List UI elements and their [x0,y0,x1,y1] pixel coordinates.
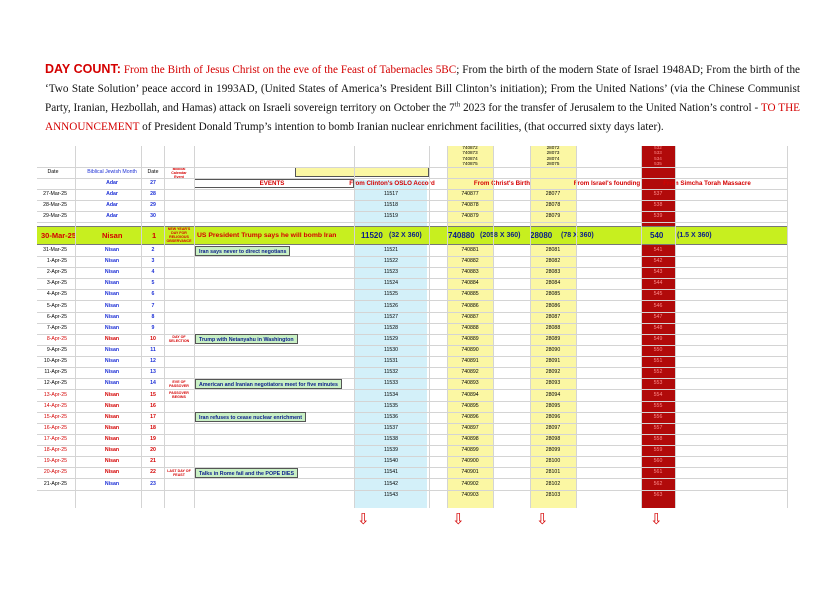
row-month: Nisan [104,291,120,298]
row-christ: 740883 [461,269,479,276]
column-gridline [576,146,577,508]
row-month: Nisan [104,258,120,265]
row-month: Nisan [104,280,120,287]
row-christ: 740901 [461,469,479,476]
row-christ: 740878 [461,202,479,209]
row-oslo: 11531 [383,358,399,365]
row-christ: 740893 [461,380,479,387]
row-day: 3 [151,258,155,265]
row-israel: 28090 [545,347,561,354]
row-month: Nisan [104,402,120,409]
row-christ: 740892 [461,369,479,376]
row-christ: 740890 [461,347,479,354]
row-month: Nisan [104,335,120,342]
column-gridline [530,146,531,508]
row-oslo: 11535 [383,402,399,409]
row-day: 8 [151,313,155,320]
row-israel: 28077 [545,191,561,197]
row-christ: 740887 [461,313,479,320]
row-simcha: 557 [653,424,663,431]
row-israel: 28086 [545,302,561,309]
row-simcha: 563 [653,491,663,498]
top-israel-cell: 28072 [546,144,560,150]
row-month: Nisan [104,324,120,331]
highlight-simcha: 540 [650,231,664,240]
row-date: 15-Apr-25 [43,413,67,420]
row-simcha: 558 [653,436,663,443]
row-day: 5 [151,280,155,287]
row-month: Nisan [104,369,120,376]
row-month: Nisan [104,380,120,387]
row-date: 13-Apr-25 [43,391,67,398]
row-month: Adar [106,191,118,197]
top-israel-cell: 28073 [546,150,560,155]
row-day: 22 [150,469,156,476]
column-gridline [675,146,676,508]
row-oslo: 11543 [383,491,399,498]
row-israel: 28085 [545,291,561,298]
row-date: 27-Mar-25 [43,191,67,197]
row-month: Nisan [104,269,120,276]
row-simcha: 547 [653,313,663,320]
spreadsheet [37,146,787,508]
down-arrow-icon: ⇩ [536,511,549,528]
row-christ: 740903 [461,491,479,498]
row-simcha: 537 [653,191,663,197]
row-day: 28 [150,191,156,197]
intro-paragraph [45,60,800,137]
row-oslo: 11540 [383,458,399,465]
row-date: 4-Apr-25 [46,291,67,298]
row-simcha: 549 [653,335,663,342]
row-day: 23 [150,480,156,487]
header-oslo: From Clinton's OSLO Accord [349,180,435,187]
intro-red-1: From the Birth of Jesus Christ on the eve of the Feast of Tabernacles 5BC [120,64,457,76]
row-oslo: 11534 [383,391,399,398]
row-day: 4 [151,269,155,276]
row-simcha: 541 [653,247,663,253]
column-gridline [787,146,788,508]
row-christ: 740897 [461,424,479,431]
row-israel: 28098 [545,436,561,443]
row-christ: 740902 [461,480,479,487]
row-oslo: 11541 [383,469,399,476]
highlight-date: 30-Mar-25 [41,231,77,240]
highlight-israel-multiple: (78 X 360) [561,232,594,239]
row-month: Nisan [104,413,120,420]
row-month: Nisan [104,247,120,253]
row-simcha: 562 [653,480,663,487]
header-israel: From Israel's founding [573,180,641,187]
event-label: Trump with Netanyahu in Washington [195,334,298,344]
row-oslo: 11526 [383,302,399,309]
row-oslo: 11527 [383,313,399,320]
row-day: 16 [150,402,156,409]
row-day: 18 [150,424,156,431]
row-israel: 28103 [545,491,561,498]
row-oslo: 11519 [383,213,399,220]
calendar-note: PASSOVER BEGINS [169,391,189,400]
top-christ-cell: 740873 [462,150,478,155]
highlight-day: 1 [152,231,157,240]
row-oslo: 11536 [383,413,399,420]
intro-text-1: ; From the birth of the modern State of Israel 1948AD; From the birth of the ‘Two State Solution’ peace accord in 1993AD, (United States of America’s President Bill Clinton’s initiation); From the United Nations’ (via the Chinese Communist Party, Iranian, Hezbollah, and Hamas) attack on Israeli sovereign territory on October the 7 [45,64,800,114]
row-simcha: 559 [653,447,663,454]
highlight-oslo: 11520 [361,231,383,240]
row-simcha: 560 [653,458,663,465]
row-day: 20 [150,447,156,454]
row-month: Nisan [104,391,120,398]
row-date: 3-Apr-25 [46,280,67,287]
row-israel: 28078 [545,202,561,209]
row-day: 13 [150,369,156,376]
row-simcha: 538 [653,202,663,209]
row-day: 19 [150,436,156,443]
row-christ: 740889 [461,335,479,342]
row-month: Adar [106,213,118,220]
top-christ-cell: 740875 [462,161,478,166]
row-christ: 740900 [461,458,479,465]
row-simcha: 551 [653,358,663,365]
row-month: Nisan [104,436,120,443]
highlight-oslo-multiple: (32 X 360) [389,232,422,239]
row-date: 6-Apr-25 [46,313,67,320]
header-simcha: From Simcha Torah Massacre [663,180,751,187]
row-christ: 740898 [461,436,479,443]
row-date: 11-Apr-25 [44,369,67,376]
top-simcha-cell: 533 [654,150,662,155]
row-oslo: 11522 [383,258,399,265]
calendar-note: DAY OF SELECTION [168,335,190,344]
column-gridline [354,146,355,508]
row-israel: 28088 [545,324,561,331]
row-day: 7 [151,302,155,309]
column-gridline [641,146,642,508]
row-month: Nisan [104,469,120,476]
row-christ: 740896 [461,413,479,420]
down-arrow-icon: ⇩ [452,511,465,528]
row-month: Adar [106,202,118,209]
row-date: 8-Apr-25 [46,335,67,342]
row-day: 12 [150,358,156,365]
adar-day: 27 [150,180,156,186]
counts-header-box [295,167,429,177]
row-day: 17 [150,413,156,420]
row-oslo: 11517 [383,191,399,197]
top-simcha-cell: 532 [654,144,662,150]
row-month: Nisan [104,480,120,487]
row-oslo: 11525 [383,291,399,298]
row-simcha: 556 [653,413,663,420]
row-month: Nisan [104,302,120,309]
row-date: 16-Apr-25 [43,424,67,431]
row-simcha: 553 [653,380,663,387]
row-simcha: 543 [653,269,663,276]
header-calendar-event: Biblical Calendar Event [171,167,187,179]
row-month: Nisan [104,358,120,365]
highlight-simcha-multiple: (1.5 X 360) [677,232,712,239]
row-oslo: 11523 [383,269,399,276]
row-date: 31-Mar-25 [43,247,67,253]
calendar-note: LAST DAY OF FEAST [167,468,191,477]
row-simcha: 552 [653,369,663,376]
column-gridline [75,146,76,508]
highlight-event: US President Trump says he will bomb Iran [197,232,337,239]
event-label: American and Iranian negotiators meet for five minutes [195,379,342,389]
row-date: 5-Apr-25 [46,302,67,309]
row-date: 10-Apr-25 [43,358,67,365]
row-simcha: 555 [653,402,663,409]
row-simcha: 539 [653,213,663,220]
column-gridline [194,146,195,508]
row-simcha: 544 [653,280,663,287]
header-events: EVENTS [259,180,285,187]
row-day: 11 [150,347,156,354]
row-christ: 740895 [461,402,479,409]
intro-sup: th [454,100,461,109]
row-israel: 28081 [545,247,561,253]
row-israel: 28096 [545,413,561,420]
row-day: 29 [150,202,156,209]
row-christ: 740888 [461,324,479,331]
row-israel: 28097 [545,424,561,431]
row-israel: 28089 [545,335,561,342]
row-christ: 740899 [461,447,479,454]
row-christ: 740877 [461,191,479,197]
column-gridline [493,146,494,508]
column-gridline [447,146,448,508]
top-israel-cell: 28075 [546,161,560,166]
down-arrow-icon: ⇩ [357,511,370,528]
row-simcha: 554 [653,391,663,398]
calendar-note: EVE OF PASSOVER [169,379,189,388]
row-date: 21-Apr-25 [43,480,67,487]
row-month: Nisan [104,447,120,454]
row-oslo: 11528 [383,324,399,331]
row-date: 7-Apr-25 [46,324,67,331]
column-gridline [164,146,165,508]
row-simcha: 561 [653,469,663,476]
row-oslo: 11529 [383,335,399,342]
row-christ: 740884 [461,280,479,287]
row-christ: 740881 [461,247,479,253]
row-israel: 28094 [545,391,561,398]
row-israel: 28100 [545,458,561,465]
row-day: 6 [151,291,155,298]
row-date: 17-Apr-25 [43,436,67,443]
row-israel: 28095 [545,402,561,409]
intro-text-3: of President Donald Trump’s intention to bomb Iranian nuclear enrichment facilities, (that occurred sixty days later). [139,121,664,133]
row-oslo: 11521 [383,247,399,253]
row-christ: 740894 [461,391,479,398]
row-israel: 28093 [545,380,561,387]
row-israel: 28087 [545,313,561,320]
top-simcha-cell: 535 [654,161,662,166]
row-day: 14 [150,380,156,387]
row-date: 14-Apr-25 [43,402,67,409]
row-month: Nisan [104,458,120,465]
column-gridline [429,146,430,508]
row-simcha: 548 [653,324,663,331]
row-israel: 28099 [545,447,561,454]
row-israel: 28092 [545,369,561,376]
row-day: 9 [151,324,155,331]
row-israel: 28101 [545,469,561,476]
row-month: Nisan [104,347,120,354]
row-day: 10 [150,335,156,342]
top-israel-cell: 28074 [546,155,560,161]
row-christ: 740886 [461,302,479,309]
row-simcha: 545 [653,291,663,298]
header-month: Biblical Jewish Month [87,169,137,175]
top-simcha-cell: 534 [654,155,662,161]
row-oslo: 11539 [383,447,399,454]
row-oslo: 11524 [383,280,399,287]
row-israel: 28079 [545,213,561,220]
row-day: 2 [151,247,155,253]
header-day: Date [147,169,159,175]
highlight-note: NEW YEAR'S DAY FOR RELIGIOUS OBSERVANCE [166,227,192,243]
row-date: 2-Apr-25 [46,269,67,276]
row-date: 9-Apr-25 [46,347,67,354]
event-label: Iran says never to direct negotians [195,246,290,256]
intro-red-2: TO THE ANNOUNCEMENT [45,102,800,133]
row-oslo: 11518 [383,202,399,209]
row-day: 21 [150,458,156,465]
row-date: 20-Apr-25 [43,469,67,476]
column-gridline [141,146,142,508]
day-count-title: DAY COUNT: [45,62,121,76]
row-israel: 28082 [545,258,561,265]
highlight-christ: 740880 [448,231,475,240]
event-label: Iran refuses to cease nuclear enrichment [195,412,306,422]
row-simcha: 546 [653,302,663,309]
down-arrow-icon: ⇩ [650,511,663,528]
row-christ: 740882 [461,258,479,265]
row-oslo: 11537 [383,424,399,431]
row-simcha: 550 [653,347,663,354]
highlight-israel: 28080 [530,231,553,240]
row-month: Nisan [104,424,120,431]
row-date: 28-Mar-25 [43,202,67,209]
row-christ: 740879 [461,213,479,220]
row-day: 15 [150,391,156,398]
row-simcha: 542 [653,258,663,265]
row-christ: 740885 [461,291,479,298]
row-date: 18-Apr-25 [43,447,67,454]
adar-month: Adar [106,180,118,186]
row-oslo: 11542 [383,480,399,487]
row-date: 19-Apr-25 [43,458,67,465]
top-christ-cell: 740872 [462,144,478,150]
row-oslo: 11530 [383,347,399,354]
row-day: 30 [150,213,156,220]
row-date: 12-Apr-25 [43,380,67,387]
highlight-month: Nisan [102,231,123,240]
event-label: Talks in Rome fail and the POPE DIES [195,468,298,478]
row-date: 1-Apr-25 [46,258,67,265]
row-oslo: 11532 [383,369,399,376]
row-christ: 740891 [461,358,479,365]
row-date: 29-Mar-25 [43,213,67,220]
row-oslo: 11538 [383,436,399,443]
row-israel: 28102 [545,480,561,487]
header-christ: From Christ's Birth [473,180,531,187]
highlight-christ-multiple: (2058 X 360) [480,232,521,239]
row-israel: 28084 [545,280,561,287]
row-israel: 28083 [545,269,561,276]
row-month: Nisan [104,313,120,320]
row-israel: 28091 [545,358,561,365]
intro-text-2: 2023 for the transfer of Jerusalem to the United Nation’s control - [460,102,761,114]
row-oslo: 11533 [383,380,399,387]
events-header-box [194,179,354,188]
top-christ-cell: 740874 [462,155,478,161]
header-date: Date [47,169,59,175]
